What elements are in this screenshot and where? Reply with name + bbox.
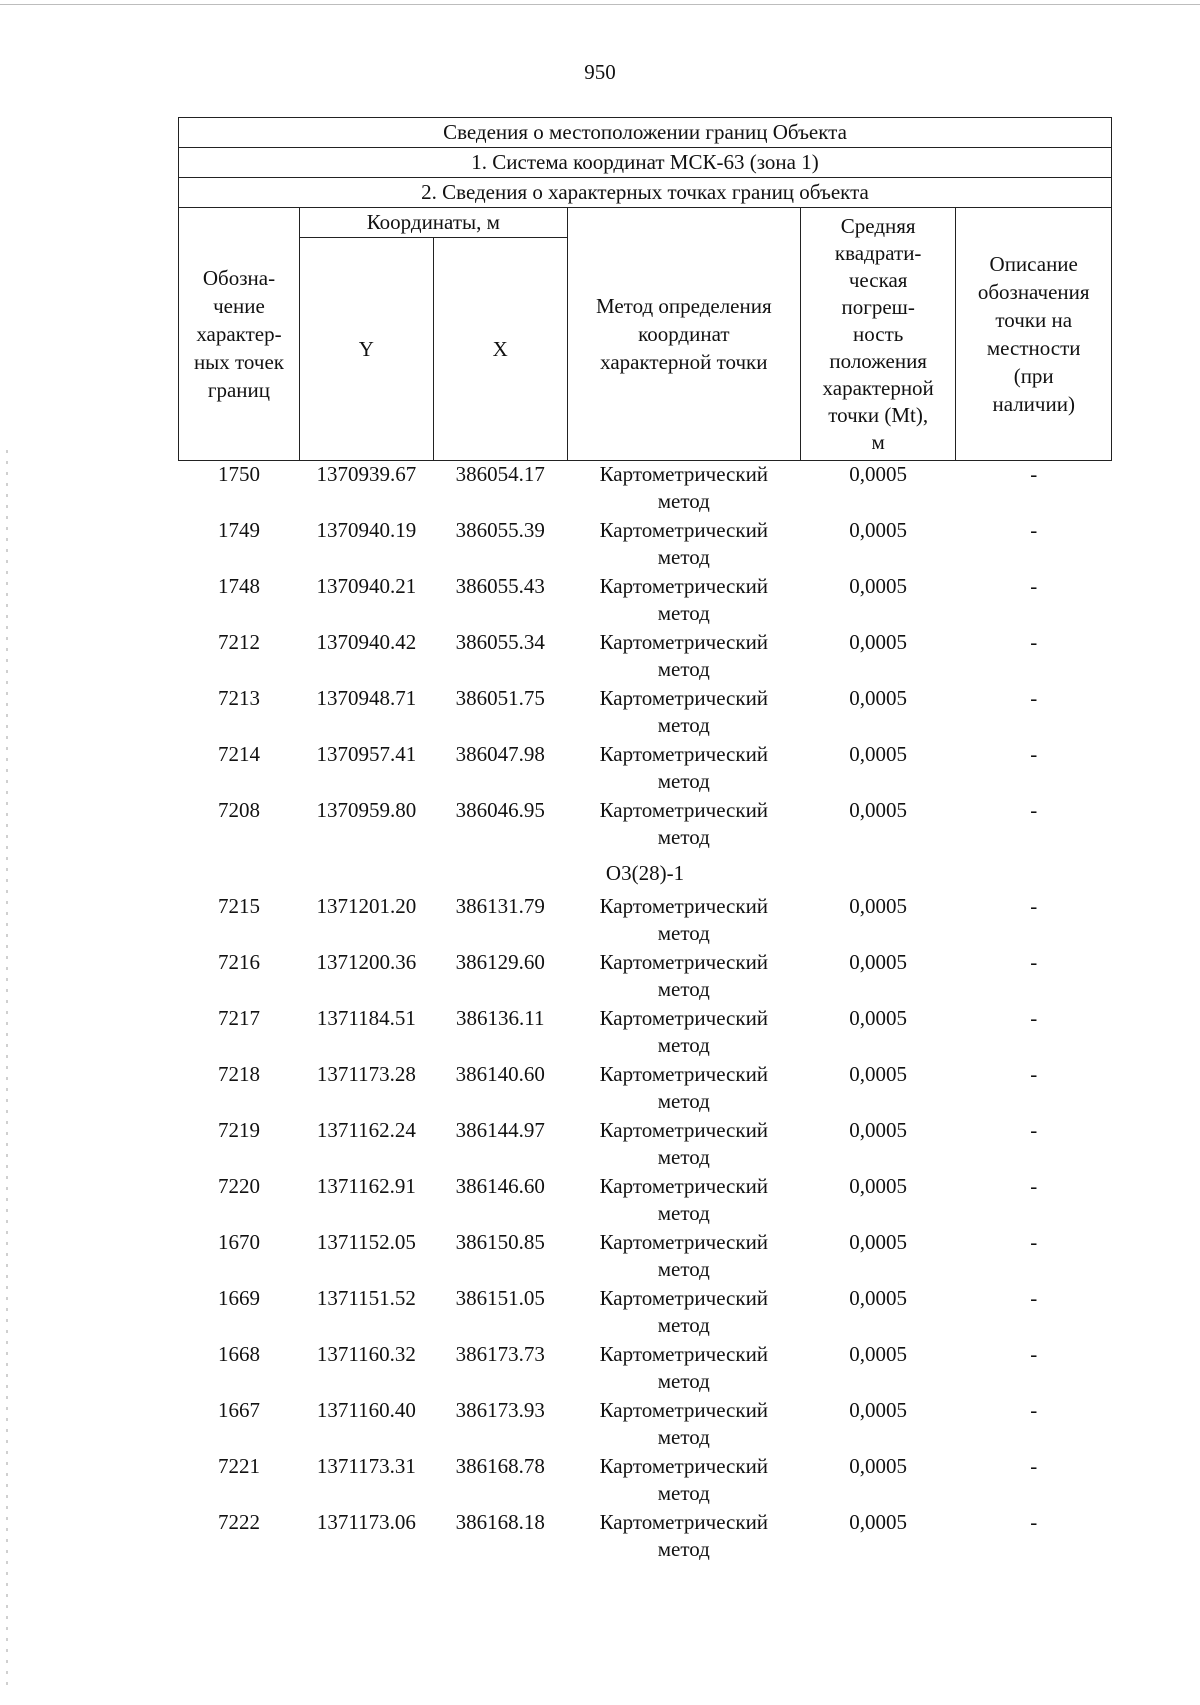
cell-x: 386047.98	[455, 742, 545, 766]
cell-y: 1370940.21	[316, 574, 417, 598]
table-row	[179, 1173, 1112, 1229]
cell-y: 1371200.36	[316, 950, 417, 974]
cell-description: -	[1030, 1230, 1038, 1254]
cell-y: 1371173.31	[316, 1454, 416, 1478]
cell-x: 386055.39	[455, 518, 545, 542]
banner-points-info: 2. Сведения о характерных точках границ объекта	[179, 178, 1112, 208]
cell-point: 7212	[217, 630, 260, 654]
cell-method: Картометрический метод	[599, 1510, 769, 1561]
table-row	[179, 517, 1112, 573]
cell-error: 0,0005	[849, 742, 908, 766]
table-row	[179, 629, 1112, 685]
cell-method: Картометрический метод	[599, 518, 769, 569]
cell-y: 1371160.40	[316, 1398, 416, 1422]
cell-description: -	[1030, 950, 1038, 974]
cell-point: 1749	[217, 518, 260, 542]
table-row	[179, 893, 1112, 949]
cell-x: 386151.05	[455, 1286, 545, 1310]
cell-point: 7208	[217, 798, 260, 822]
scan-margin-speckle	[6, 450, 8, 1690]
table-row	[179, 1397, 1112, 1453]
cell-description: -	[1030, 1174, 1038, 1198]
cell-point: 7217	[217, 1006, 260, 1030]
table-row	[179, 1117, 1112, 1173]
table-row	[179, 1285, 1112, 1341]
cell-point: 7218	[217, 1062, 260, 1086]
header-method: Метод определения координат характерной точки	[567, 208, 800, 461]
cell-method: Картометрический метод	[599, 798, 769, 849]
cell-method: Картометрический метод	[599, 462, 769, 513]
cell-x: 386129.60	[455, 950, 545, 974]
header-point-description: Описание обозначения точки на местности (при наличии)	[956, 208, 1112, 461]
scan-edge-line	[0, 4, 1200, 5]
cell-method: Картометрический метод	[599, 1174, 769, 1225]
cell-error: 0,0005	[849, 574, 908, 598]
cell-x: 386150.85	[455, 1230, 545, 1254]
cell-error: 0,0005	[849, 894, 908, 918]
cell-x: 386168.78	[455, 1454, 545, 1478]
cell-description: -	[1030, 1510, 1038, 1534]
page-number: 950	[584, 60, 616, 84]
cell-description: -	[1030, 462, 1038, 486]
cell-error: 0,0005	[849, 798, 908, 822]
cell-y: 1371201.20	[316, 894, 417, 918]
cell-y: 1371160.32	[316, 1342, 416, 1366]
cell-method: Картометрический метод	[599, 1398, 769, 1449]
cell-error: 0,0005	[849, 1006, 908, 1030]
cell-description: -	[1030, 686, 1038, 710]
cell-error: 0,0005	[849, 1174, 908, 1198]
cell-point: 7213	[217, 686, 260, 710]
cell-error: 0,0005	[849, 1230, 908, 1254]
cell-description: -	[1030, 518, 1038, 542]
cell-y: 1370959.80	[316, 798, 417, 822]
cell-x: 386136.11	[456, 1006, 545, 1030]
cell-description: -	[1030, 1454, 1038, 1478]
cell-method: Картометрический метод	[599, 1006, 769, 1057]
cell-x: 386168.18	[455, 1510, 545, 1534]
cell-description: -	[1030, 574, 1038, 598]
cell-point: 1669	[217, 1286, 260, 1310]
cell-x: 386173.73	[455, 1342, 545, 1366]
cell-x: 386055.34	[455, 630, 545, 654]
cell-description: -	[1030, 894, 1038, 918]
header-y: Y	[299, 238, 433, 461]
header-x: X	[433, 238, 567, 461]
table-row	[179, 1229, 1112, 1285]
cell-method: Картометрический метод	[599, 894, 769, 945]
cell-y: 1371173.06	[316, 1510, 416, 1534]
table-row	[179, 573, 1112, 629]
cell-method: Картометрический метод	[599, 1230, 769, 1281]
cell-error: 0,0005	[849, 950, 908, 974]
table-row	[179, 949, 1112, 1005]
section-title: О3(28)-1	[605, 860, 685, 885]
cell-method: Картометрический метод	[599, 1454, 769, 1505]
cell-x: 386054.17	[455, 462, 545, 486]
header-point-designation: Обозна- чение характер- ных точек границ	[179, 208, 300, 461]
cell-y: 1370940.19	[316, 518, 417, 542]
table-row	[179, 1509, 1112, 1565]
boundary-points-table	[178, 117, 1112, 1565]
cell-error: 0,0005	[849, 1454, 908, 1478]
cell-point: 7222	[217, 1510, 260, 1534]
header-mean-square-error: Средняя квадрати- ческая погреш- ность положения характерной точки (Mt), м	[800, 208, 955, 461]
table-row	[179, 797, 1112, 853]
cell-method: Картометрический метод	[599, 686, 769, 737]
cell-x: 386146.60	[455, 1174, 545, 1198]
cell-y: 1371184.51	[316, 1006, 416, 1030]
cell-method: Картометрический метод	[599, 1342, 769, 1393]
cell-y: 1371162.24	[316, 1118, 416, 1142]
cell-y: 1371173.28	[316, 1062, 416, 1086]
cell-error: 0,0005	[849, 1342, 908, 1366]
cell-x: 386046.95	[455, 798, 545, 822]
cell-point: 1750	[217, 462, 260, 486]
cell-y: 1371152.05	[316, 1230, 416, 1254]
cell-method: Картометрический метод	[599, 1062, 769, 1113]
cell-x: 386051.75	[455, 686, 545, 710]
header-coordinates: Координаты, м	[299, 208, 567, 238]
cell-error: 0,0005	[849, 462, 908, 486]
cell-point: 7216	[217, 950, 260, 974]
cell-error: 0,0005	[849, 1510, 908, 1534]
cell-method: Картометрический метод	[599, 1118, 769, 1169]
cell-error: 0,0005	[849, 1118, 908, 1142]
cell-point: 7220	[217, 1174, 260, 1198]
cell-y: 1371151.52	[316, 1286, 416, 1310]
cell-method: Картометрический метод	[599, 950, 769, 1001]
cell-point: 7219	[217, 1118, 260, 1142]
cell-y: 1370940.42	[316, 630, 417, 654]
cell-point: 1668	[217, 1342, 260, 1366]
cell-point: 7221	[217, 1454, 260, 1478]
cell-error: 0,0005	[849, 1062, 908, 1086]
cell-description: -	[1030, 1398, 1038, 1422]
cell-x: 386055.43	[455, 574, 545, 598]
cell-description: -	[1030, 1342, 1038, 1366]
cell-description: -	[1030, 1006, 1038, 1030]
section-title-row	[179, 853, 1112, 893]
table-row	[179, 1005, 1112, 1061]
cell-description: -	[1030, 1118, 1038, 1142]
cell-y: 1370939.67	[316, 462, 417, 486]
banner-coordinate-system: 1. Система координат МСК-63 (зона 1)	[179, 148, 1112, 178]
cell-method: Картометрический метод	[599, 1286, 769, 1337]
cell-error: 0,0005	[849, 630, 908, 654]
cell-x: 386173.93	[455, 1398, 545, 1422]
cell-error: 0,0005	[849, 686, 908, 710]
cell-y: 1370948.71	[316, 686, 417, 710]
cell-error: 0,0005	[849, 1398, 908, 1422]
cell-description: -	[1030, 1062, 1038, 1086]
table-row	[179, 685, 1112, 741]
cell-y: 1370957.41	[316, 742, 417, 766]
banner-title: Сведения о местоположении границ Объекта	[179, 118, 1112, 148]
cell-point: 7214	[217, 742, 260, 766]
cell-error: 0,0005	[849, 518, 908, 542]
cell-method: Картометрический метод	[599, 630, 769, 681]
table-row	[179, 1061, 1112, 1117]
cell-method: Картометрический метод	[599, 742, 769, 793]
cell-point: 1748	[217, 574, 260, 598]
cell-point: 1667	[217, 1398, 260, 1422]
cell-point: 7215	[217, 894, 260, 918]
cell-error: 0,0005	[849, 1286, 908, 1310]
cell-description: -	[1030, 1286, 1038, 1310]
table-row	[179, 461, 1112, 518]
cell-method: Картометрический метод	[599, 574, 769, 625]
cell-description: -	[1030, 798, 1038, 822]
table-row	[179, 741, 1112, 797]
table-row	[179, 1341, 1112, 1397]
cell-description: -	[1030, 630, 1038, 654]
cell-description: -	[1030, 742, 1038, 766]
cell-x: 386140.60	[455, 1062, 545, 1086]
table-row	[179, 1453, 1112, 1509]
cell-x: 386131.79	[455, 894, 545, 918]
cell-x: 386144.97	[455, 1118, 545, 1142]
cell-point: 1670	[217, 1230, 260, 1254]
cell-y: 1371162.91	[316, 1174, 416, 1198]
